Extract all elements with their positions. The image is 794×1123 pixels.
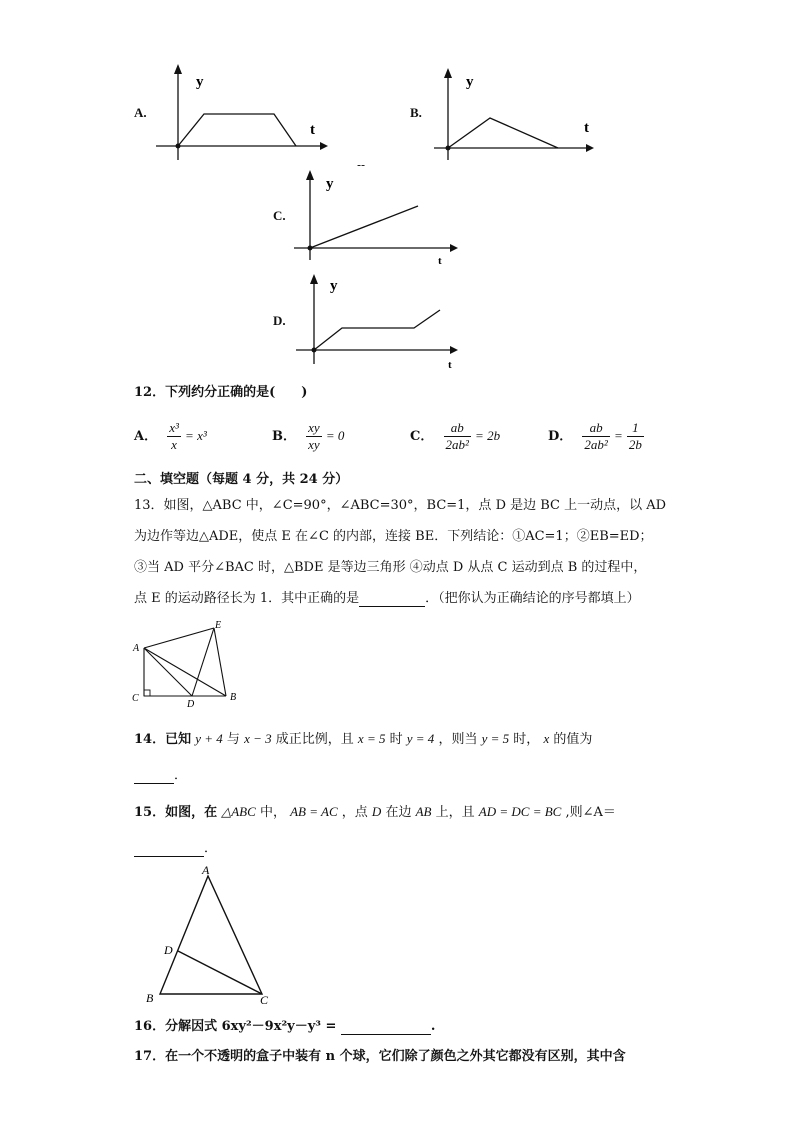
graph-a-y-label: y <box>196 74 204 90</box>
graph-c-curve <box>310 206 418 248</box>
option-d-label: D. <box>273 313 286 328</box>
q15-text-6: ,则∠A＝ <box>565 805 616 820</box>
q15-text-4: 在边 <box>385 805 412 820</box>
q14-text-6: 时， <box>513 732 540 747</box>
q17-line: 17．在一个不透明的盒子中装有 n 个球，它们除了颜色之外其它都没有区别，其中含 <box>134 1049 626 1064</box>
option-b-label: B. <box>410 105 422 120</box>
q14-text-3: 成正比例，且 <box>275 732 354 747</box>
graph-b-y-label: y <box>466 74 474 90</box>
q15-expr-triangle: △ABC <box>221 804 256 819</box>
graph-d-y-arrow <box>310 274 318 284</box>
q13-line-3: ③当 AD 平分∠BAC 时，△BDE 是等边三角形 ④动点 D 从点 C 运动到点 B 的过程中， <box>134 560 647 575</box>
graph-d-x-label: t <box>448 359 452 370</box>
q15-label-d: D <box>164 943 173 957</box>
q16-text: 16．分解因式 6xy²－9x²y－y³ = <box>134 1019 337 1034</box>
q15-text-1: 15．如图，在 <box>134 805 218 820</box>
q14-end: ． <box>174 768 188 783</box>
graph-d-y-label: y <box>330 278 338 294</box>
q12-option-a-fraction <box>167 420 181 453</box>
graph-b <box>428 66 598 162</box>
q14-var-x: x <box>543 731 550 746</box>
q12-option-a-num: x³ <box>169 420 179 435</box>
q15-text-3: ，点 <box>341 805 368 820</box>
graph-b-x-arrow <box>586 144 594 152</box>
q16-end: . <box>430 1019 436 1034</box>
q12-option-c-den: 2ab² <box>445 437 469 452</box>
q12-option-d-rhs-den: 2b <box>628 437 642 452</box>
q15-answer-line <box>134 837 217 857</box>
q12-option-d-num: ab <box>589 420 603 435</box>
q15-expr-adcbc: AD = DC = BC <box>478 804 562 819</box>
q12-option-d-fraction <box>582 420 609 453</box>
q12-option-c-rhs: = 2b <box>475 428 501 443</box>
graph-c-x-label: t <box>438 255 442 266</box>
q15-answer-blank[interactable] <box>134 841 204 857</box>
stray-mark: -- <box>357 158 366 172</box>
q14-expr-y4b: y = 4 <box>406 731 435 746</box>
q12-option-b-den: xy <box>308 437 320 452</box>
graph-a <box>150 62 330 162</box>
q15-text-2: 中， <box>259 805 286 820</box>
q13-label-a: A <box>133 643 140 654</box>
graph-c-y-arrow <box>306 170 314 180</box>
q12-option-b-tag: B． <box>272 429 296 444</box>
q12-option-d-tag: D． <box>548 429 573 444</box>
q14-text-7: 的值为 <box>553 732 593 747</box>
graph-c-y-label: y <box>326 176 334 192</box>
option-c-label: C. <box>273 208 286 223</box>
q13-label-b: B <box>230 692 237 703</box>
graph-d-curve <box>314 310 440 350</box>
q12-option-b-num: xy <box>308 420 320 435</box>
q13-line-4-text: 点 E 的运动路径长为 1．其中正确的是 <box>134 591 360 606</box>
q14-text-1: 14．已知 <box>134 732 192 747</box>
q12-option-c-fraction <box>444 420 471 453</box>
graph-d-x-arrow <box>450 346 458 354</box>
q15-label-a: A <box>202 863 210 877</box>
q15-text-5: 上，且 <box>435 805 475 820</box>
q12-option-c <box>410 420 500 453</box>
q15-figure <box>140 862 280 1008</box>
q14-expr-x5: x = 5 <box>357 731 386 746</box>
q13-line-2: 为边作等边△ADE，使点 E 在∠C 的内部，连接 BE．下列结论：①AC=1；②EB=ED； <box>134 529 653 544</box>
q13-line-1: 13．如图，△ABC 中，∠C=90°，∠ABC=30°，BC=1，点 D 是边 BC 上一动点，以 AD <box>134 498 667 513</box>
q12-option-c-tag: C． <box>410 429 434 444</box>
graph-b-curve <box>448 118 558 148</box>
q12-option-a-den: x <box>167 436 181 453</box>
graph-b-y-arrow <box>444 68 452 78</box>
q15-var-ab: AB <box>415 804 432 819</box>
graph-a-x-label: t <box>310 122 315 138</box>
q12-option-d: D． $\frac{ab}{\text{2ab²}}$ = $\frac{1}{2b}$ <box>548 420 642 452</box>
option-a-label: A. <box>134 105 147 120</box>
q12-option-b <box>272 420 344 453</box>
q13-answer-blank[interactable] <box>359 591 425 607</box>
q12-option-a <box>134 420 207 453</box>
q14-text-2: 与 <box>226 732 240 747</box>
q12-option-d-den: 2ab² <box>584 437 608 452</box>
graph-b-x-label: t <box>584 120 589 136</box>
graph-a-y-arrow <box>174 64 182 74</box>
section-2-heading: 二、填空题（每题 4 分，共 24 分） <box>134 472 349 487</box>
q12-title: 12．下列约分正确的是( ) <box>134 385 308 400</box>
q15-var-d: D <box>371 804 382 819</box>
q12-option-a-tag: A． <box>134 429 158 444</box>
graph-a-x-arrow <box>320 142 328 150</box>
q13-line-4 <box>134 587 640 607</box>
q13-label-d: D <box>187 699 195 710</box>
q13-figure <box>130 618 250 710</box>
q12-option-a-rhs: = x³ <box>185 428 207 443</box>
q15-line <box>134 801 616 820</box>
q13-label-c: C <box>132 693 139 704</box>
q14-expr-x3: x − 3 <box>244 731 272 746</box>
q16-answer-blank[interactable] <box>341 1019 431 1035</box>
q14-line <box>134 728 592 747</box>
q13-label-e: E <box>215 620 222 631</box>
graph-c-x-arrow <box>450 244 458 252</box>
q12-option-c-num: ab <box>450 420 464 435</box>
q14-expr-y4: y + 4 <box>195 731 223 746</box>
q15-expr-abac: AB = AC <box>290 804 338 819</box>
graph-d <box>292 272 464 370</box>
q15-label-b: B <box>146 991 154 1005</box>
q14-answer-line <box>134 764 187 784</box>
q12-option-d-rhs-fraction <box>627 420 644 453</box>
q12-option-d-rhs-num: 1 <box>632 420 639 435</box>
q14-answer-blank[interactable] <box>134 768 174 784</box>
q15-end: ． <box>204 841 218 856</box>
q14-text-4: 时 <box>389 732 403 747</box>
q12-option-b-fraction <box>306 420 322 453</box>
q14-expr-y5: y = 5 <box>481 731 510 746</box>
q12-option-b-rhs: = 0 <box>325 428 345 443</box>
graph-a-curve <box>178 114 296 146</box>
graph-c <box>290 168 465 266</box>
q16-line <box>134 1015 435 1035</box>
q15-label-c: C <box>260 993 269 1007</box>
q14-text-5: ，则当 <box>438 732 478 747</box>
q13-line-4-tail: ．（把你认为正确结论的序号都填上） <box>425 591 640 606</box>
